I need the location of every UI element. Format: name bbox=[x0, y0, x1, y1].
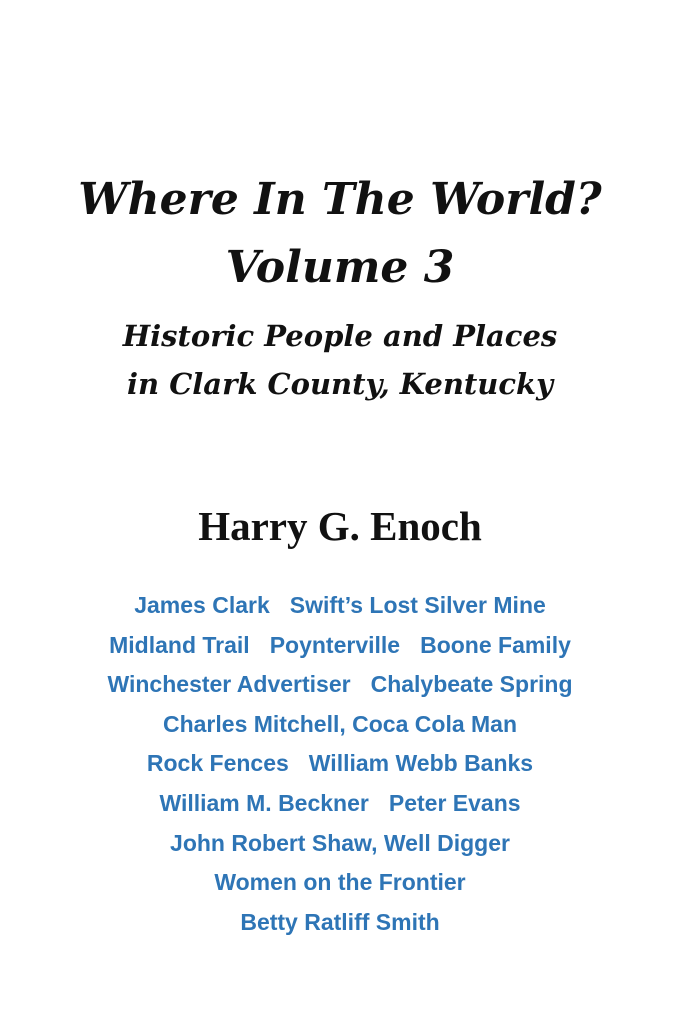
topic-item: Rock Fences bbox=[146, 750, 289, 777]
topic-item: Women on the Frontier bbox=[214, 869, 466, 896]
topic-row bbox=[0, 665, 680, 705]
topic-item: Midland Trail bbox=[109, 631, 250, 658]
title-line-1: Where In The World? bbox=[78, 174, 602, 225]
topic-item: Charles Mitchell, Coca Cola Man bbox=[162, 710, 518, 737]
topic-item: William M. Beckner bbox=[159, 789, 369, 816]
topic-list bbox=[0, 586, 680, 942]
topic-row bbox=[0, 586, 680, 626]
topic-item: William Webb Banks bbox=[308, 750, 534, 777]
subtitle-line-2: in Clark County, Kentucky bbox=[127, 367, 553, 401]
topic-row bbox=[0, 903, 680, 943]
topic-item: Boone Family bbox=[420, 631, 571, 658]
topic-row bbox=[0, 824, 680, 864]
subtitle-line-1: Historic People and Places bbox=[122, 319, 558, 353]
topic-row bbox=[0, 705, 680, 745]
topic-row bbox=[0, 626, 680, 666]
topic-row bbox=[0, 744, 680, 784]
topic-row bbox=[0, 784, 680, 824]
topic-item: John Robert Shaw, Well Digger bbox=[170, 829, 510, 856]
topic-item: Betty Ratliff Smith bbox=[240, 908, 440, 935]
author-name: Harry G. Enoch bbox=[198, 503, 482, 549]
topic-item: Poynterville bbox=[269, 631, 401, 658]
topic-row bbox=[0, 863, 680, 903]
topic-item: Peter Evans bbox=[388, 789, 521, 816]
topic-item: Winchester Advertiser bbox=[107, 671, 351, 698]
topic-item: Swift’s Lost Silver Mine bbox=[289, 592, 546, 618]
topic-item: James Clark bbox=[134, 592, 270, 618]
title-line-2: Volume 3 bbox=[225, 242, 455, 293]
topic-item: Chalybeate Spring bbox=[370, 671, 573, 698]
